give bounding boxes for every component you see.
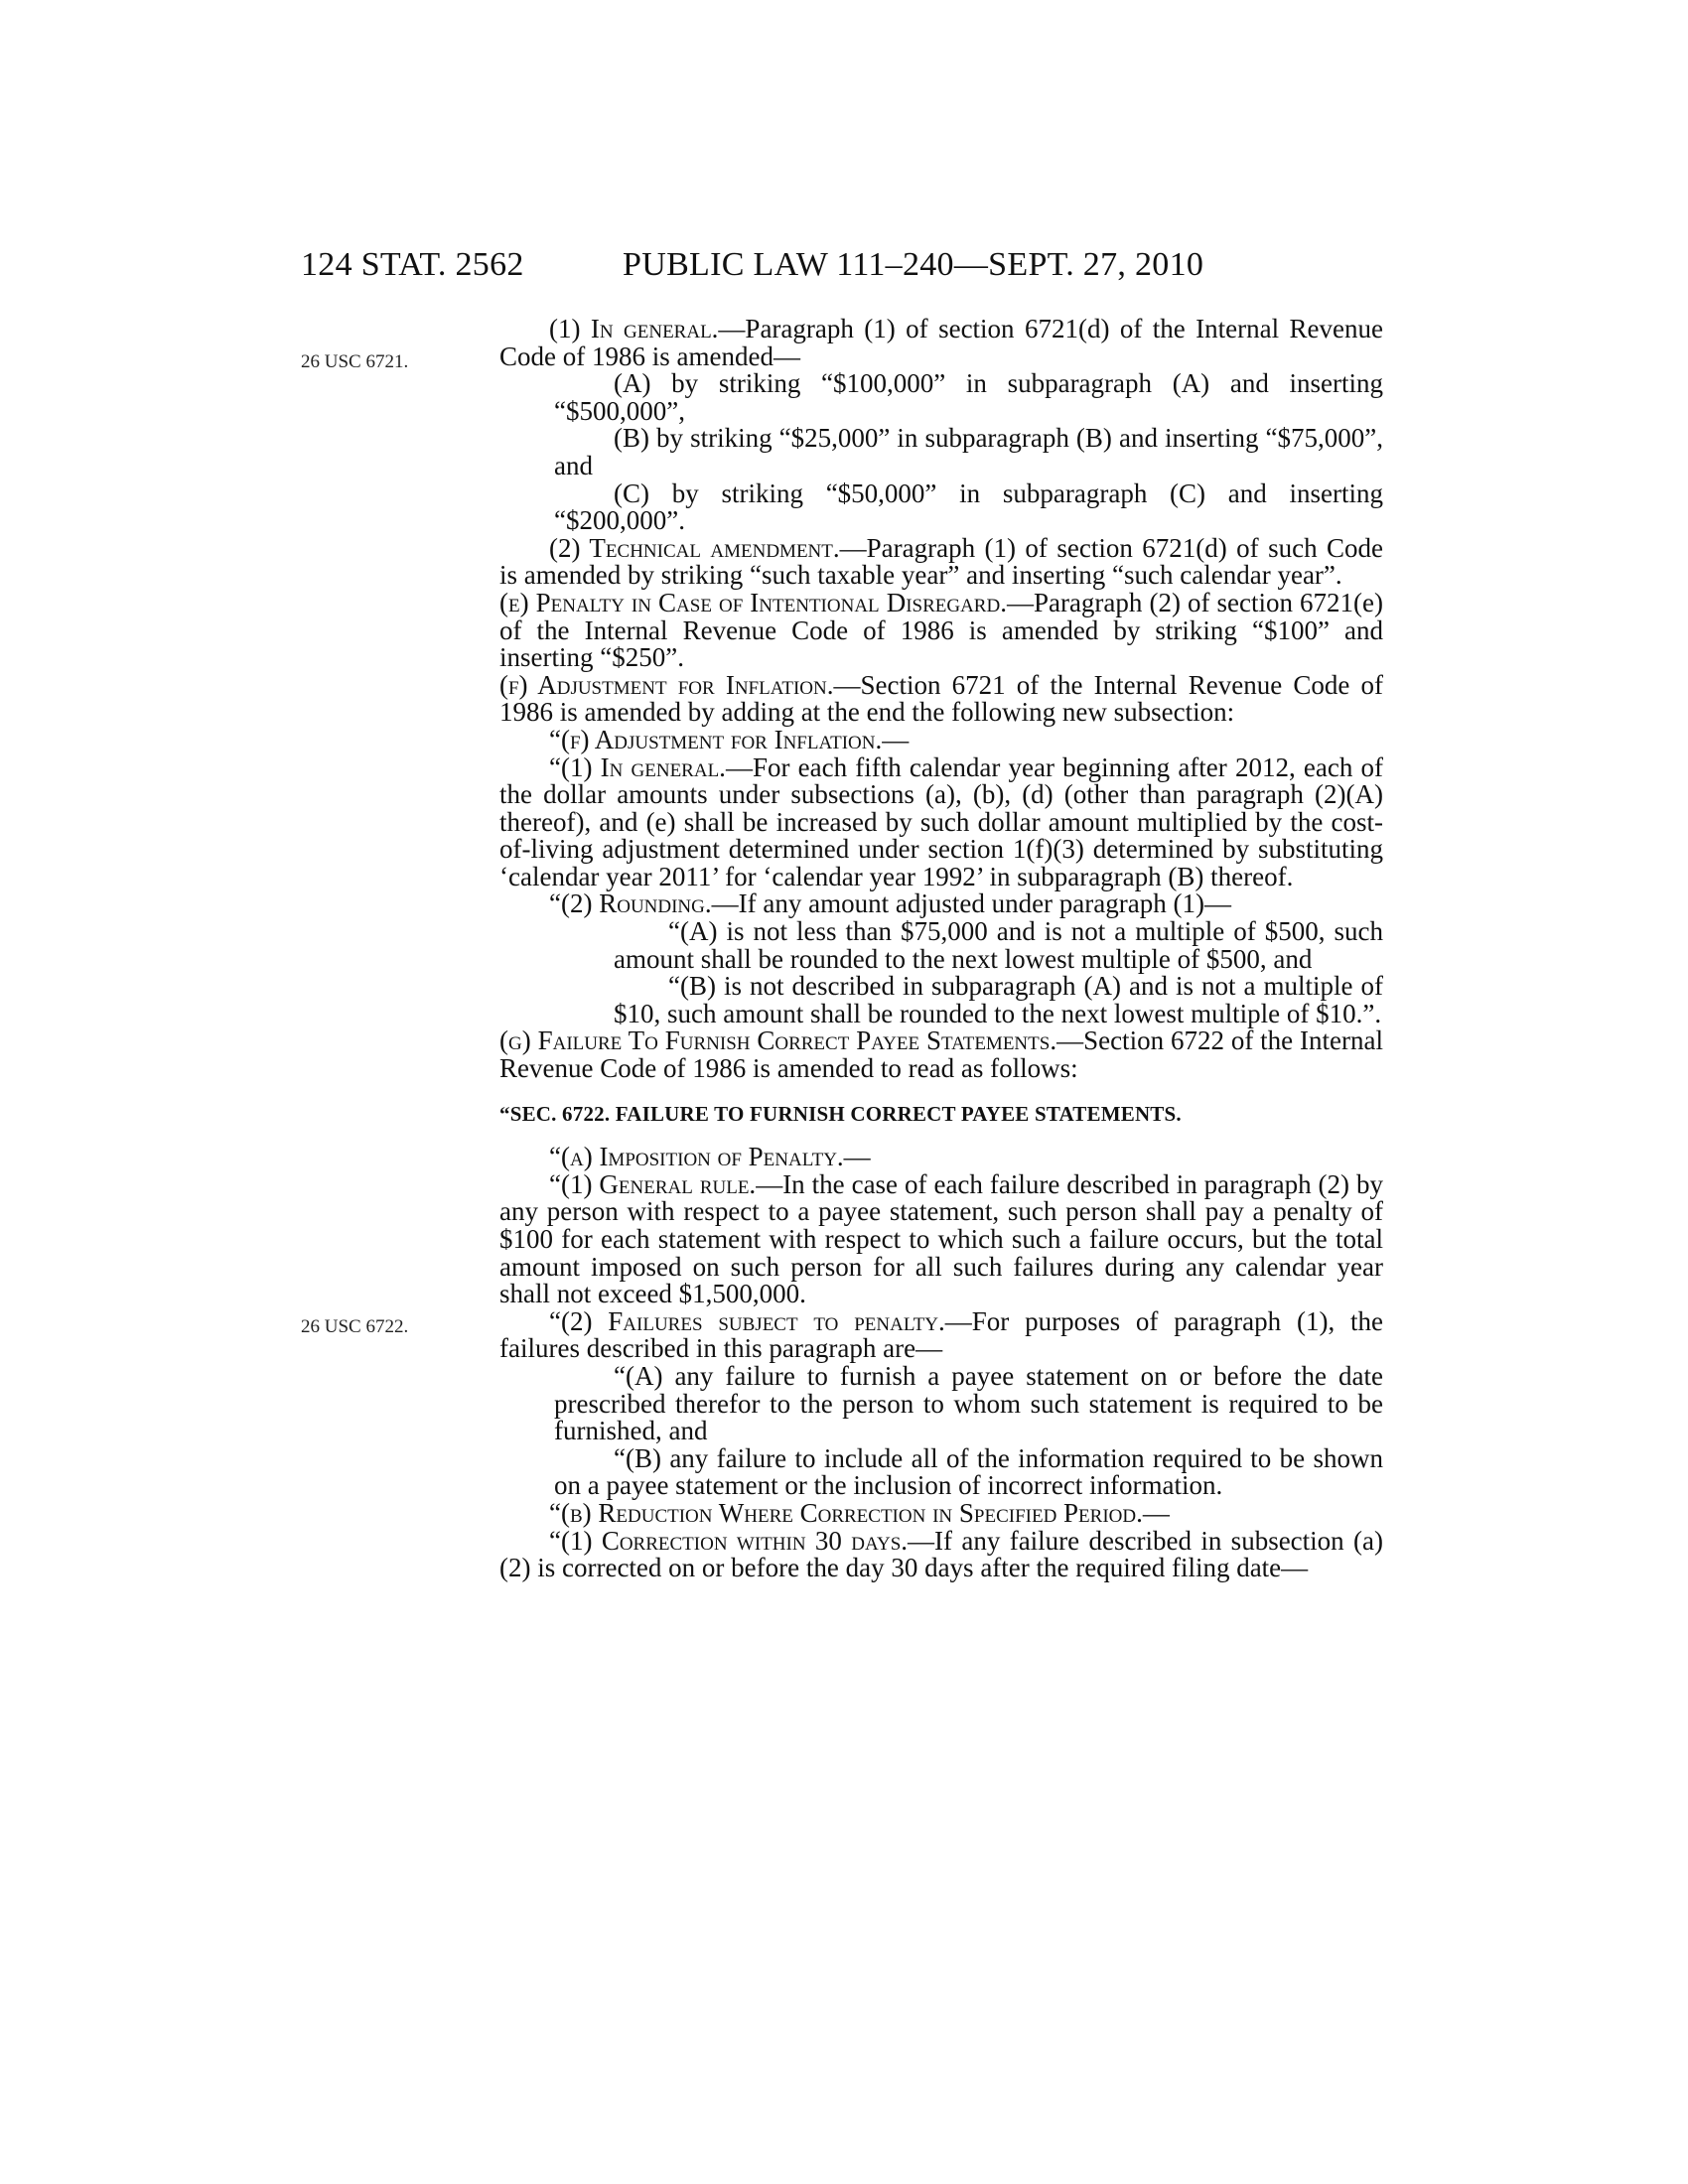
statute-text [499,316,1383,1582]
paragraph-1: (1) In general.—Paragraph (1) of section 6721(d) of the Internal Revenue Code of 1986 is amended— [499,314,1383,371]
quoted-subsection-b: “(b) Reduction Where Correction in Specified Period.— [549,1497,1170,1528]
quoted-paragraph-a2: “(2) Failures subject to penalty.—For purposes of paragraph (1), the failures described in this paragraph are— [499,1305,1384,1364]
quoted-subsection-f: “(f) Adjustment for Inflation.— [549,724,910,754]
margin-note-usc-6721: 26 USC 6721. [301,351,409,372]
quoted-subsection-a: “(a) Imposition of Penalty.— [549,1142,871,1172]
subparagraph-1c: (C) by striking “$50,000” in subparagraph (C) and inserting “$200,000”. [554,478,1383,536]
page-title: PUBLIC LAW 111–240—SEPT. 27, 2010 [623,246,1204,283]
quoted-paragraph-b1: “(1) Correction within 30 days.—If any failure described in subsection (a)(2) is corrected on or before the day 30 days after the required filing date— [499,1525,1383,1583]
quoted-subparagraph-f2a: “(A) is not less than $75,000 and is not a multiple of $500, such amount shall be rounded to the next lowest multiple of $500, and [614,916,1383,974]
quoted-subparagraph-a2b: “(B) any failure to include all of the information required to be shown on a payee statement or the inclusion of incorrect information. [554,1442,1383,1501]
margin-note-usc-6722: 26 USC 6722. [301,1316,409,1337]
paragraph-2: (2) Technical amendment.—Paragraph (1) of section 6721(d) of such Code is amended by striking “such taxable year” and inserting “such calendar year”. [499,532,1384,591]
subsection-f: (f) Adjustment for Inflation.—Section 6721 of the Internal Revenue Code of 1986 is amended by adding at the end the following new subsection: [499,669,1383,728]
subsection-e: (e) Penalty in Case of Intentional Disregard.—Paragraph (2) of section 6721(e) of the Internal Revenue Code of 1986 is amended by striking “$100” and inserting “$250”. [499,587,1383,673]
section-6722-heading: “SEC. 6722. FAILURE TO FURNISH CORRECT PAYEE STATEMENTS. [499,1101,1182,1126]
quoted-paragraph-a1: “(1) General rule.—In the case of each failure described in paragraph (2) by any person with respect to a payee statement, such person shall pay a penalty of $100 for each statement with respect to which such a failure occurs, but the total amount imposed on such person for all such failures during any calendar year shall not exceed $1,500,000. [499,1168,1383,1309]
quoted-subparagraph-a2a: “(A) any failure to furnish a payee statement on or before the date prescribed therefor to the person to whom such statement is required to be furnished, and [554,1360,1383,1446]
stat-reference: 124 STAT. 2562 [301,246,524,283]
quoted-subparagraph-f2b: “(B) is not described in subparagraph (A) and is not a multiple of $10, such amount shall be rounded to the next lowest multiple of $10.”. [614,971,1383,1028]
quoted-paragraph-f1: “(1) In general.—For each fifth calendar year beginning after 2012, each of the dollar amounts under subsections (a), (b), (d) (other than paragraph (2)(A) thereof), and (e) shall be increased by such dollar amount multiplied by the cost-of-living adjustment determined under section 1(f)(3) determined by substituting ‘calendar year 2011’ for ‘calendar year 1992’ in subparagraph (B) thereof. [499,751,1383,891]
quoted-paragraph-f2: “(2) Rounding.—If any amount adjusted under paragraph (1)— [549,888,1231,919]
subparagraph-1a: (A) by striking “$100,000” in subparagraph (A) and inserting “$500,000”, [554,368,1383,426]
subsection-g: (g) Failure To Furnish Correct Payee Statements.—Section 6722 of the Internal Revenue Code of 1986 is amended to read as follows: [499,1025,1384,1084]
subparagraph-1b: (B) by striking “$25,000” in subparagraph (B) and inserting “$75,000”, and [554,423,1383,480]
